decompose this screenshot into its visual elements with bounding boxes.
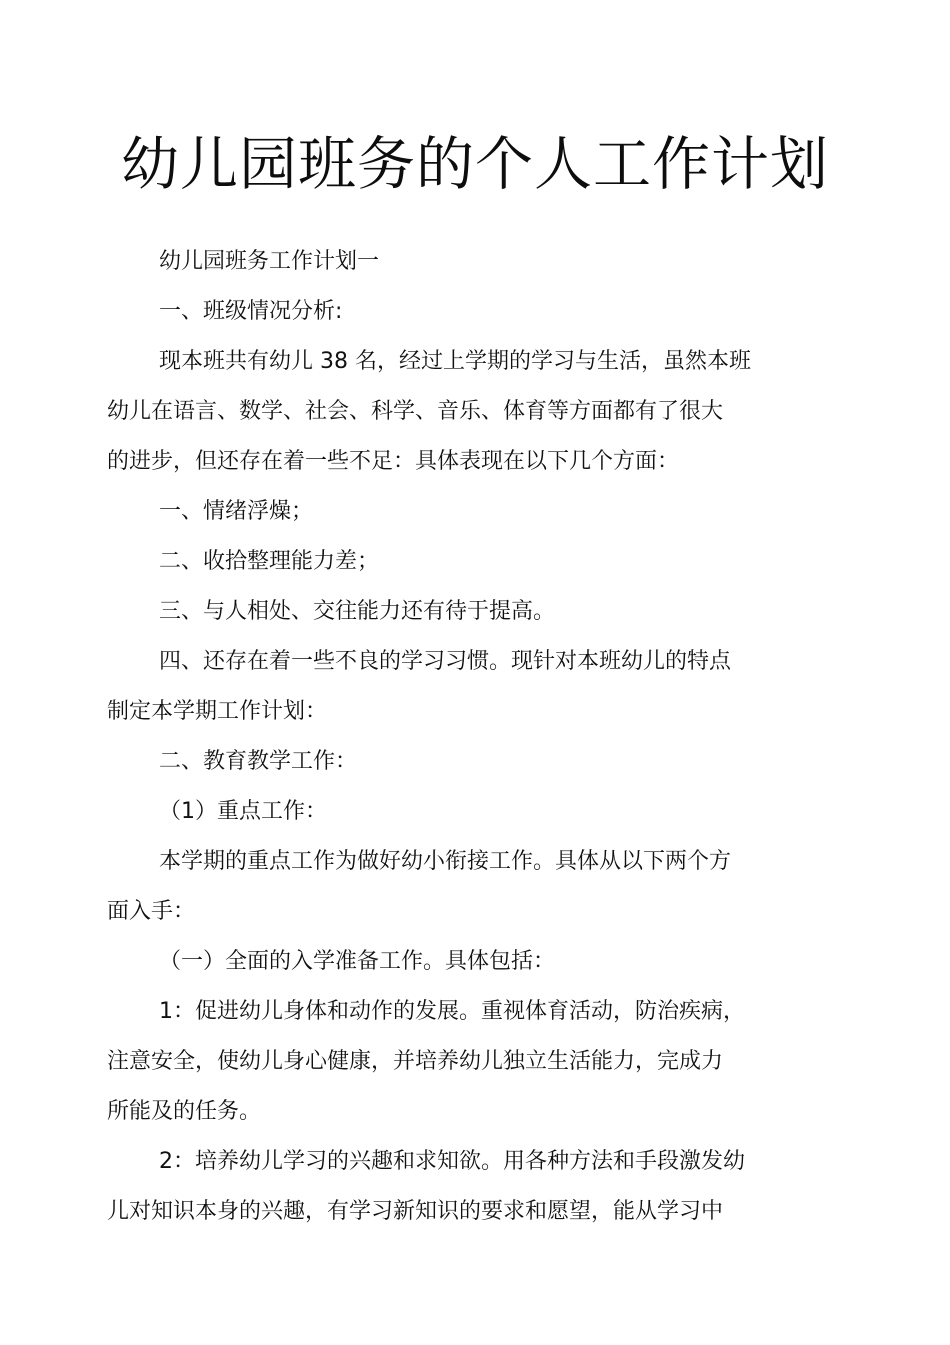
paragraph-line: 注意安全，使幼儿身心健康，并培养幼儿独立生活能力，完成力 xyxy=(107,1049,724,1074)
document-title: 幼儿园班务的个人工作计划 xyxy=(120,130,829,198)
subsection-heading: （一）全面的入学准备工作。具体包括： xyxy=(159,949,556,974)
paragraph-line: 的进步，但还存在着一些不足：具体表现在以下几个方面： xyxy=(107,449,680,474)
paragraph-line: 儿对知识本身的兴趣，有学习新知识的要求和愿望，能从学习中 xyxy=(107,1199,724,1224)
paragraph-line: 现本班共有幼儿 38 名，经过上学期的学习与生活，虽然本班 xyxy=(159,349,751,374)
list-item: 四、还存在着一些不良的学习习惯。现针对本班幼儿的特点 xyxy=(159,649,732,674)
paragraph-line: 2：培养幼儿学习的兴趣和求知欲。用各种方法和手段激发幼 xyxy=(159,1149,745,1174)
paragraph-line: 面入手： xyxy=(107,899,196,924)
list-item: 二、收拾整理能力差； xyxy=(159,549,380,574)
list-item: 三、与人相处、交往能力还有待于提高。 xyxy=(159,599,556,624)
document-body xyxy=(107,237,807,1237)
paragraph-line: 幼儿在语言、数学、社会、科学、音乐、体育等方面都有了很大 xyxy=(107,399,724,424)
paragraph-line: 本学期的重点工作为做好幼小衔接工作。具体从以下两个方 xyxy=(159,849,732,874)
section-heading: 一、班级情况分析: xyxy=(159,299,343,324)
section-heading: 二、教育教学工作： xyxy=(159,749,358,774)
section-heading: 幼儿园班务工作计划一 xyxy=(159,249,380,274)
paragraph-line: 所能及的任务。 xyxy=(107,1099,262,1124)
paragraph-line: 制定本学期工作计划： xyxy=(107,699,328,724)
subsection-heading: （1）重点工作： xyxy=(159,799,327,824)
list-item: 一、情绪浮燥； xyxy=(159,499,314,524)
paragraph-line: 1：促进幼儿身体和动作的发展。重视体育活动，防治疾病， xyxy=(159,999,745,1024)
